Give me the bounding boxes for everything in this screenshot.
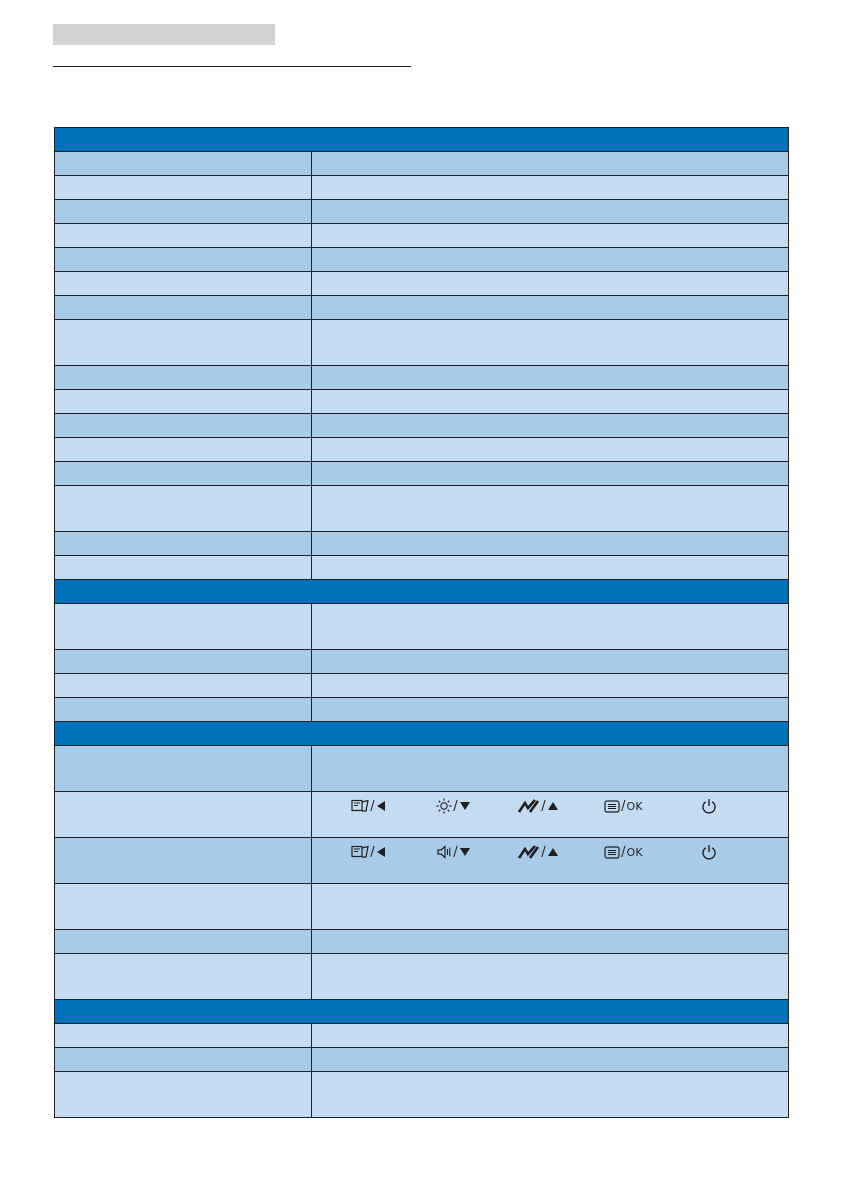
input-select-icon [351,799,369,813]
menu-icon [604,846,620,859]
row-label [55,200,312,223]
row-label [55,486,312,531]
row-label [55,1048,312,1071]
row-value [312,390,788,413]
volume-speaker-icon [436,845,452,859]
row-label [55,366,312,389]
table-row [55,674,788,698]
up-triangle-icon [547,847,559,857]
row-value [312,884,788,929]
row-label [55,746,312,791]
row-value [312,296,788,319]
input-select-button: / [326,798,411,814]
row-value [312,674,788,697]
brightness-button: / [411,798,496,814]
ok-label: OK [626,799,643,813]
brightness-sun-icon [436,798,452,814]
row-value [312,1024,788,1047]
row-label [55,224,312,247]
table-row [55,1072,788,1117]
row-value [312,248,788,271]
row-value [312,320,788,365]
left-triangle-icon [376,800,386,812]
smartimage-button: / [496,798,581,814]
row-label [55,674,312,697]
table-row [55,532,788,556]
up-triangle-icon [547,801,559,811]
row-label [55,152,312,175]
table-row [55,556,788,580]
input-select-button: / [326,844,411,860]
row-label [55,1072,312,1117]
row-value [312,746,788,791]
row-label [55,438,312,461]
table-row [55,954,788,1000]
header-rule [53,66,411,67]
table-row [55,296,788,320]
table-row [55,930,788,954]
table-row [55,320,788,366]
table-row [55,650,788,674]
table-row [55,1024,788,1048]
spec-table [54,127,789,1118]
menu-icon [604,800,620,813]
row-label [55,532,312,555]
menu-ok-button: / OK [581,798,666,814]
table-row [55,414,788,438]
table-row [55,200,788,224]
table-row [55,884,788,930]
row-value [312,930,788,953]
menu-ok-button: / OK [581,844,666,860]
row-label [55,390,312,413]
row-label [55,604,312,649]
row-value [312,486,788,531]
row-label [55,272,312,295]
row-value [312,366,788,389]
table-row [55,746,788,792]
down-triangle-icon [459,847,471,857]
row-value [312,224,788,247]
row-label [55,414,312,437]
row-label [55,954,312,999]
row-value [312,604,788,649]
table-row [55,366,788,390]
input-select-icon [351,845,369,859]
table-row [55,462,788,486]
row-value [312,650,788,673]
row-value [312,152,788,175]
row-value [312,272,788,295]
row-value [312,438,788,461]
left-triangle-icon [376,846,386,858]
control-row [55,838,788,884]
down-triangle-icon [459,801,471,811]
row-value [312,462,788,485]
row-value [312,954,788,999]
table-row [55,272,788,296]
table-row [55,224,788,248]
row-label [55,320,312,365]
table-row [55,390,788,414]
table-row [55,1048,788,1072]
section-header-3 [55,722,788,746]
control-row [55,792,788,838]
row-value [312,1072,788,1117]
section-header-4 [55,1000,788,1024]
row-value [312,698,788,721]
table-row [55,152,788,176]
smartimage-icon [518,845,540,859]
row-label [55,650,312,673]
row-value [312,414,788,437]
power-icon [701,798,717,814]
control-buttons [312,792,751,814]
row-value [312,838,788,883]
table-row [55,438,788,462]
section-header-2 [55,580,788,604]
power-button [666,844,751,860]
header-tab-chip [53,24,275,45]
row-label [55,176,312,199]
row-label [55,792,312,837]
row-label [55,248,312,271]
row-value [312,176,788,199]
row-value [312,792,788,837]
row-label [55,838,312,883]
table-row [55,248,788,272]
row-value [312,532,788,555]
row-label [55,462,312,485]
row-label [55,296,312,319]
volume-button: / [411,844,496,860]
row-value [312,200,788,223]
control-buttons [312,838,751,860]
table-row [55,604,788,650]
row-label [55,556,312,579]
row-label [55,698,312,721]
section-header-1 [55,128,788,152]
ok-label: OK [626,845,643,859]
smartimage-icon [518,799,540,813]
row-label [55,1024,312,1047]
smartimage-button: / [496,844,581,860]
row-label [55,884,312,929]
row-value [312,556,788,579]
row-label [55,930,312,953]
table-row [55,176,788,200]
row-value [312,1048,788,1071]
table-row [55,486,788,532]
power-icon [701,844,717,860]
power-button [666,798,751,814]
table-row [55,698,788,722]
